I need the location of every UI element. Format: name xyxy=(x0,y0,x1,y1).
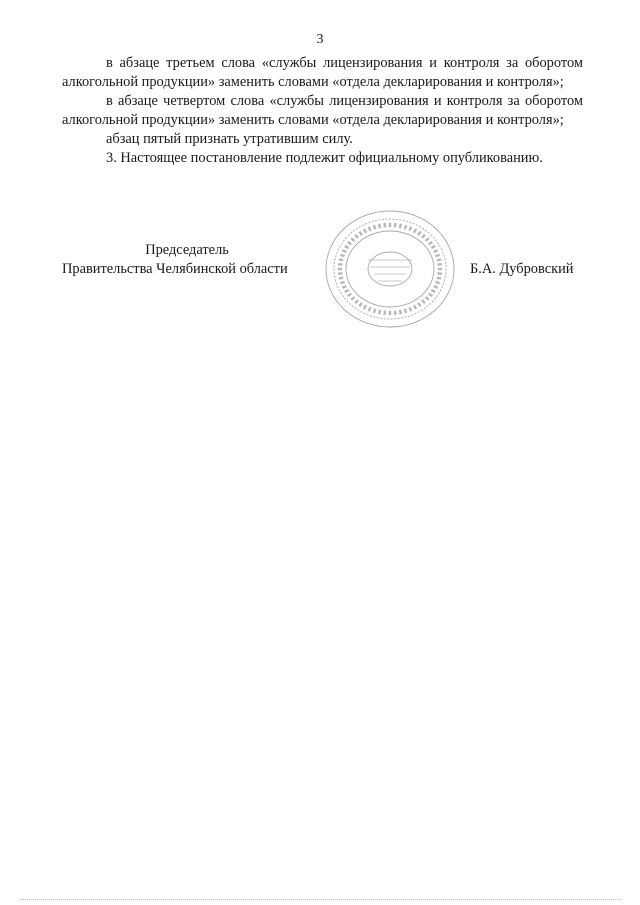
footer-scan-line xyxy=(20,899,620,901)
signatory-title-line1: Председатель xyxy=(145,242,229,258)
signatory-title-line2: Правительства Челябинской области xyxy=(62,261,288,277)
paragraph-abzac-chetvertyy: в абзаце четвертом слова «службы лицензирования и контроля за оборотом алкогольной продукции» заменить словами «отдела декларирования и контроля»; xyxy=(62,93,583,128)
page-number: 3 xyxy=(316,32,324,47)
document-body xyxy=(62,54,583,168)
paragraph-abzac-tretiy: в абзаце третьем слова «службы лицензирования и контроля за оборотом алкогольной продукции» заменить словами «отдела декларирования и контроля»; xyxy=(62,55,583,90)
signature-block xyxy=(0,205,640,335)
paragraph-publication: 3. Настоящее постановление подлежит официальному опубликованию. xyxy=(106,150,543,166)
official-seal-stamp xyxy=(320,205,460,335)
paragraph-abzac-pyatyy: абзац пятый признать утратившим силу. xyxy=(106,131,353,147)
signatory-title xyxy=(62,241,312,279)
signatory-name: Б.А. Дубровский xyxy=(470,261,574,277)
